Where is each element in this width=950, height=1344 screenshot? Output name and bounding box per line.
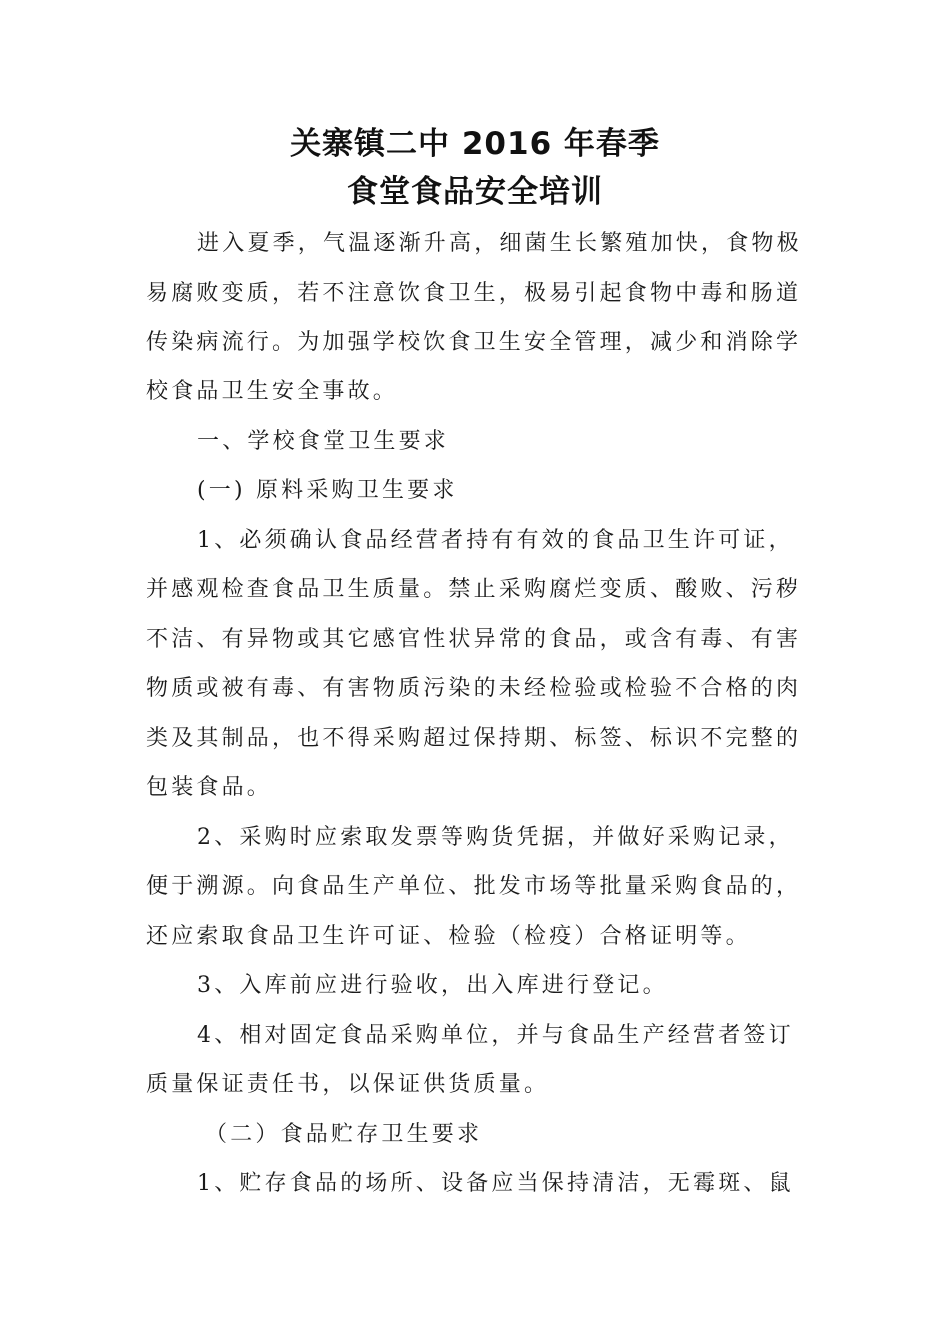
item-4-line-2: 质量保证责任书，以保证供货质量。 [146,1072,550,1097]
section-heading-1: 一、学校食堂卫生要求 [197,429,450,454]
item-3-line-1: 3、入库前应进行验收，出入库进行登记。 [197,973,668,998]
item-1-line-1: 1、必须确认食品经营者持有有效的食品卫生许可证， [197,528,794,553]
body-line-intro-3: 传染病流行。为加强学校饮食卫生安全管理，减少和消除学 [146,330,802,355]
subsection-heading-1: (一) 原料采购卫生要求 [197,478,458,503]
body-line-intro-4: 校食品卫生安全事故。 [146,379,399,404]
item-5-line-1: 1、贮存食品的场所、设备应当保持清洁，无霉斑、鼠 [197,1171,794,1196]
document-title-line-1: 关寨镇二中 2016 年春季 [290,126,660,162]
item-2-line-2: 便于溯源。向食品生产单位、批发市场等批量采购食品的， [146,874,802,899]
body-line-intro-2: 易腐败变质，若不注意饮食卫生，极易引起食物中毒和肠道 [146,281,802,306]
body-line-intro-1: 进入夏季，气温逐渐升高，细菌生长繁殖加快，食物极 [197,231,802,256]
item-1-line-5: 类及其制品，也不得采购超过保持期、标签、标识不完整的 [146,726,802,751]
document-title-line-2: 食堂食品安全培训 [347,174,603,210]
item-1-line-2: 并感观检查食品卫生质量。禁止采购腐烂变质、酸败、污秽 [146,577,802,602]
subsection-heading-2: （二）食品贮存卫生要求 [205,1122,483,1147]
item-1-line-4: 物质或被有毒、有害物质污染的未经检验或检验不合格的肉 [146,676,802,701]
item-1-line-6: 包装食品。 [146,775,273,800]
item-2-line-1: 2、采购时应索取发票等购货凭据，并做好采购记录， [197,825,794,850]
item-4-line-1: 4、相对固定食品采购单位，并与食品生产经营者签订 [197,1023,794,1048]
item-1-line-3: 不洁、有异物或其它感官性状异常的食品，或含有毒、有害 [146,627,802,652]
item-2-line-3: 还应索取食品卫生许可证、检验（检疫）合格证明等。 [146,924,751,949]
